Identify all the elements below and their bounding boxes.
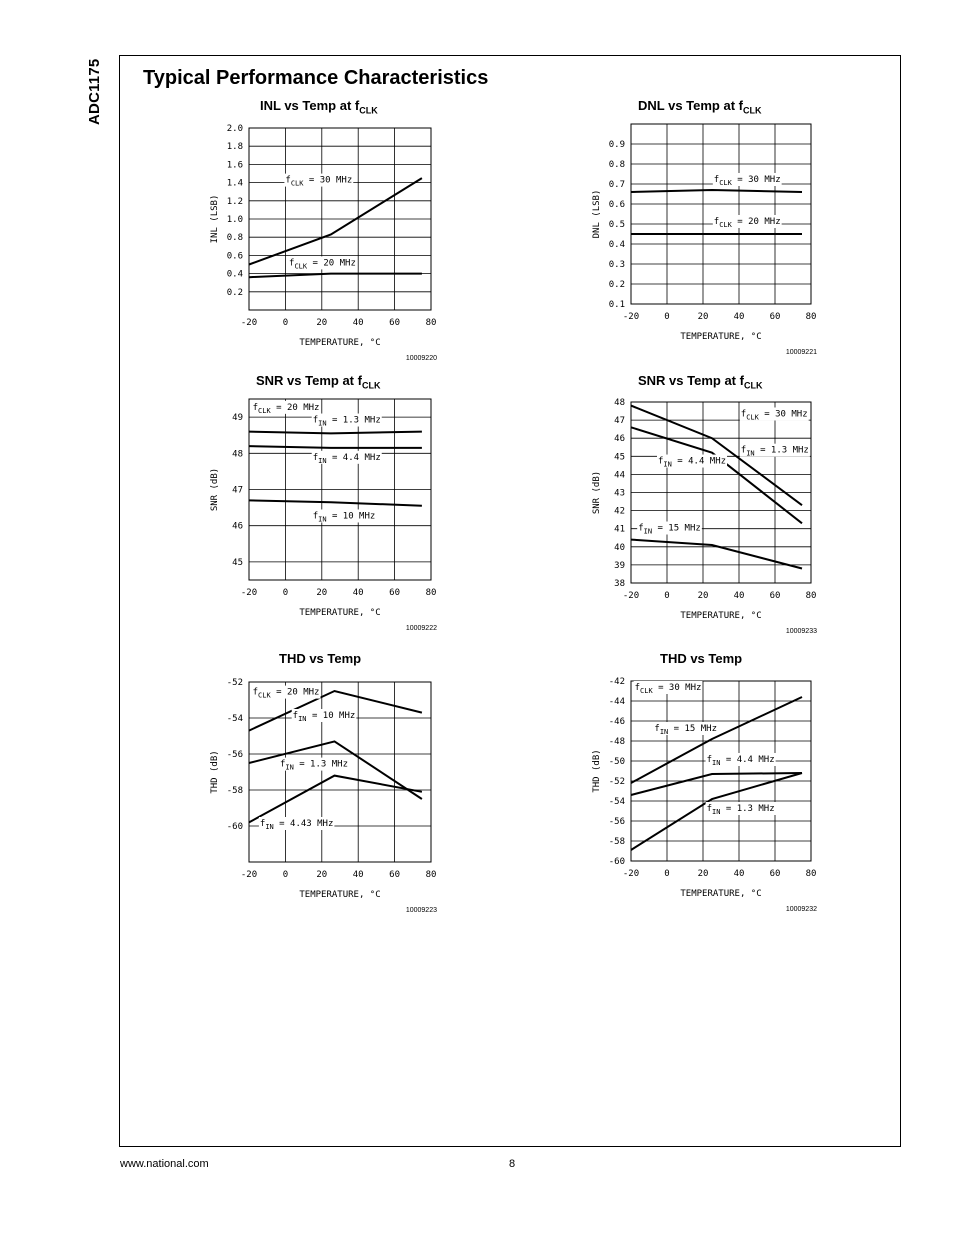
annotation-sub: CLK [719,221,732,229]
annotation-sub: CLK [258,406,271,415]
annotation-sub: CLK [294,262,308,271]
y-tick-label: 2.0 [226,124,243,134]
figure-code: 10009222 [405,625,437,632]
series-line [249,432,422,434]
y-tick-label: 0.3 [608,260,625,270]
annotation-sub: IN [318,515,327,524]
annotation-f: f [634,683,641,693]
annotation [284,174,353,188]
annotation-f: f [289,258,295,269]
grid [249,128,431,310]
y-tick-label: 45 [232,557,243,568]
annotation [713,215,782,229]
annotation [740,444,810,458]
x-tick-label: 0 [282,870,289,880]
annotation-f: f [292,711,299,721]
x-tick-label: 20 [316,318,328,328]
annotation-rest: = 20 MHz [270,402,320,413]
x-tick-label: 0 [664,312,670,322]
x-tick-label: 80 [425,588,437,598]
annotation-rest: = 30 MHz [758,409,808,420]
y-tick-label: 0.8 [226,233,243,244]
grid [631,124,811,304]
x-tick-label: 60 [389,318,401,328]
y-tick-label: 0.4 [226,269,243,280]
annotation-sub: IN [712,808,721,816]
annotation-rest: = 1.3 MHz [720,804,775,814]
annotation-sub: IN [285,763,294,772]
inl-chart-30-20 [200,98,500,368]
figure-code: 10009221 [785,349,817,356]
annotation [706,802,776,816]
x-tick-label: 60 [769,869,781,879]
x-tick-label: -20 [240,870,258,880]
annotation [713,173,782,187]
annotation-sub: IN [298,715,307,723]
chart-title-subscript: CLK [743,380,763,391]
annotation-sub: IN [643,527,653,536]
annotation-sub: CLK [290,179,304,188]
x-tick-label: -20 [622,312,640,322]
y-axis-label: SNR (dB) [210,467,220,512]
annotation-f: f [312,452,319,463]
y-tick-label: 1.6 [226,160,243,171]
annotation-rest: = 30 MHz [303,175,353,186]
y-tick-label: -58 [608,837,625,847]
y-tick-label: 0.6 [226,251,243,262]
x-tick-label: 0 [664,869,670,879]
annotation-rest: = 15 MHz [668,724,718,734]
x-tick-label: -20 [622,591,640,601]
y-tick-label: 47 [614,416,625,427]
annotation-f: f [252,687,259,698]
y-tick-label: -56 [608,817,625,827]
thd-chart-30mhz [580,651,880,921]
annotation-rest: = 20 MHz [731,217,781,227]
chart-title-text: DNL vs Temp at f [638,98,743,113]
y-tick-label: -52 [226,678,243,688]
snr-chart-30mhz [580,373,880,643]
series-line [249,500,422,505]
x-tick-label: 40 [733,312,745,322]
y-tick-label: 0.1 [608,300,625,310]
annotation-rest: = 1.3 MHz [293,759,348,770]
y-tick-label: 45 [614,452,625,463]
y-tick-label: 39 [614,560,625,571]
y-tick-label: 38 [614,579,625,589]
x-tick-label: 80 [805,312,817,322]
annotation-sub: IN [318,456,327,465]
annotation-f: f [740,445,747,456]
thd-chart-20mhz [200,651,500,921]
annotation-sub: IN [746,449,755,458]
y-tick-label: 47 [232,485,243,496]
y-tick-label: -60 [608,857,625,867]
annotation-rest: = 4.4 MHz [671,456,727,467]
y-tick-label: -48 [608,737,625,747]
x-tick-label: 80 [805,869,817,879]
y-tick-label: 40 [614,542,625,553]
y-tick-label: 0.8 [608,160,625,170]
x-tick-label: 40 [733,591,745,601]
figure-code: 10009233 [785,628,817,635]
x-tick-label: 80 [425,318,437,328]
x-tick-label: 60 [389,870,401,880]
annotation-rest: = 20 MHz [270,687,320,698]
annotation-f: f [740,409,747,420]
annotation-sub: IN [318,419,327,428]
x-tick-label: 20 [697,312,709,322]
annotation-rest: = 4.43 MHz [273,819,334,829]
y-tick-label: -46 [608,717,625,727]
y-tick-label: 0.6 [608,200,625,210]
y-tick-label: -56 [226,750,243,760]
y-axis-label: SNR (dB) [592,470,602,515]
x-tick-label: 20 [697,869,709,879]
footer-page-number: 8 [509,1158,516,1170]
annotation-f: f [713,175,720,185]
figure-code: 10009232 [785,906,817,913]
y-tick-label: -52 [608,777,625,787]
y-tick-label: 1.8 [226,142,243,153]
y-tick-label: 0.4 [608,240,625,250]
y-axis-label: DNL (LSB) [592,189,602,239]
annotation [252,401,321,415]
x-tick-label: 40 [352,588,364,598]
y-tick-label: 1.2 [226,196,243,207]
y-tick-label: 43 [614,488,625,499]
annotation [653,722,718,736]
chart-title-subscript: CLK [742,105,762,116]
annotation [312,414,382,428]
annotation-rest: = 10 MHz [306,711,356,721]
y-tick-label: 1.4 [226,178,243,189]
y-tick-label: -50 [608,757,625,767]
y-tick-label: 0.2 [226,287,243,298]
series-line [249,274,422,278]
x-tick-label: 80 [805,591,817,601]
chart-svg [580,651,880,921]
annotation-rest: = 4.4 MHz [720,755,775,765]
series-line [631,540,802,569]
annotation [259,817,334,831]
x-axis-label: TEMPERATURE, °C [680,332,762,342]
series-line [631,773,802,795]
annotation-f: f [654,724,660,734]
x-tick-label: 80 [425,870,437,880]
x-tick-label: 40 [733,869,745,879]
annotation-rest: = 30 MHz [652,683,702,693]
annotation-f: f [252,402,259,413]
chart-svg [200,373,500,643]
annotation [634,681,703,695]
annotation-sub: IN [712,759,721,767]
annotation-f: f [713,217,720,227]
annotation [706,753,776,767]
annotation-sub: CLK [640,687,653,695]
annotation-f: f [312,511,319,522]
x-tick-label: -20 [240,318,258,328]
annotation [740,407,809,421]
annotation [288,256,357,270]
y-tick-label: -54 [226,714,243,724]
chart-title-text: INL vs Temp at f [260,98,360,113]
y-tick-label: -44 [608,697,625,707]
y-tick-label: 41 [614,524,625,535]
y-axis-label: INL (LSB) [210,194,220,244]
annotation-f: f [259,819,266,829]
page-title: Typical Performance Characteristics [143,67,489,89]
y-tick-label: 49 [232,413,243,424]
annotation-sub: CLK [719,179,732,187]
footer-url: www.national.com [120,1158,209,1170]
annotation-sub: IN [663,460,672,469]
annotation [279,758,349,772]
annotation-sub: CLK [746,413,759,422]
annotation-rest: = 20 MHz [307,258,356,269]
dnl-chart [580,98,880,368]
series-line [249,175,422,264]
chart-title-text: SNR vs Temp at f [256,373,362,388]
annotation [637,522,702,536]
chart-title-text: THD vs Temp [279,651,362,666]
y-tick-label: 1.0 [226,215,243,225]
annotation-sub: CLK [258,691,271,700]
chart-title-subscript: CLK [359,105,378,116]
annotation-f: f [638,523,644,534]
y-tick-label: 0.5 [608,220,625,230]
chart-svg [200,98,500,368]
x-tick-label: 60 [769,591,781,601]
annotation [292,709,357,723]
annotation [657,455,727,469]
annotation-rest: = 15 MHz [652,523,701,534]
chart-svg [200,651,500,921]
x-axis-label: TEMPERATURE, °C [680,889,762,899]
x-tick-label: 40 [352,318,364,328]
annotation-f: f [285,175,291,186]
x-tick-label: 60 [769,312,781,322]
y-tick-label: 46 [232,521,243,532]
y-tick-label: 48 [232,449,243,460]
x-tick-label: 20 [697,591,709,601]
y-axis-label: THD (dB) [592,749,602,793]
annotation-f: f [706,804,713,814]
plot-frame [631,124,811,304]
chart-svg [580,98,880,368]
y-tick-label: 46 [614,434,625,445]
x-tick-label: 20 [316,588,328,598]
x-axis-label: TEMPERATURE, °C [299,608,381,618]
annotation-sub: IN [265,823,274,831]
annotation-rest: = 10 MHz [326,511,376,522]
x-tick-label: -20 [622,869,640,879]
annotation-sub: IN [659,728,669,736]
x-tick-label: 0 [282,318,289,328]
x-tick-label: 40 [352,870,364,880]
y-tick-label: -42 [608,677,625,687]
y-tick-label: 48 [614,398,625,408]
chart-title-text: SNR vs Temp at f [638,373,744,388]
annotation-rest: = 30 MHz [731,175,781,185]
annotation-rest: = 4.4 MHz [326,452,381,463]
side-title: ADC1175 [86,58,103,125]
figure-code: 10009220 [405,355,437,362]
chart-title-text: THD vs Temp [660,651,743,666]
series-line [631,190,802,192]
figure-code: 10009223 [405,907,437,914]
annotation-rest: = 1.3 MHz [326,415,381,426]
x-tick-label: -20 [240,588,258,598]
chart-title-subscript: CLK [361,380,381,391]
y-tick-label: -54 [608,797,625,807]
x-axis-label: TEMPERATURE, °C [299,890,381,900]
y-tick-label: 0.2 [608,280,625,290]
x-tick-label: 20 [316,870,328,880]
annotation-f: f [658,456,664,467]
y-axis-label: THD (dB) [210,750,220,794]
y-tick-label: 0.7 [608,180,625,190]
y-tick-label: 0.9 [608,140,625,150]
annotation-rest: = 1.3 MHz [754,445,809,456]
chart-svg [580,373,880,643]
snr-chart-20mhz [200,373,500,643]
y-tick-label: -60 [226,822,243,832]
series-line [631,697,802,783]
x-axis-label: TEMPERATURE, °C [299,338,381,348]
annotation-f: f [312,415,319,426]
annotation [312,451,382,465]
y-tick-label: 42 [614,506,625,517]
x-tick-label: 0 [664,591,670,601]
series-line [249,446,422,448]
x-axis-label: TEMPERATURE, °C [680,611,762,621]
annotation-f: f [279,759,286,770]
annotation [252,686,321,700]
annotation-f: f [706,755,713,765]
x-tick-label: 0 [282,588,289,598]
x-tick-label: 60 [389,588,401,598]
y-tick-label: -58 [226,786,243,796]
annotation [312,509,377,523]
y-tick-label: 44 [614,470,625,481]
